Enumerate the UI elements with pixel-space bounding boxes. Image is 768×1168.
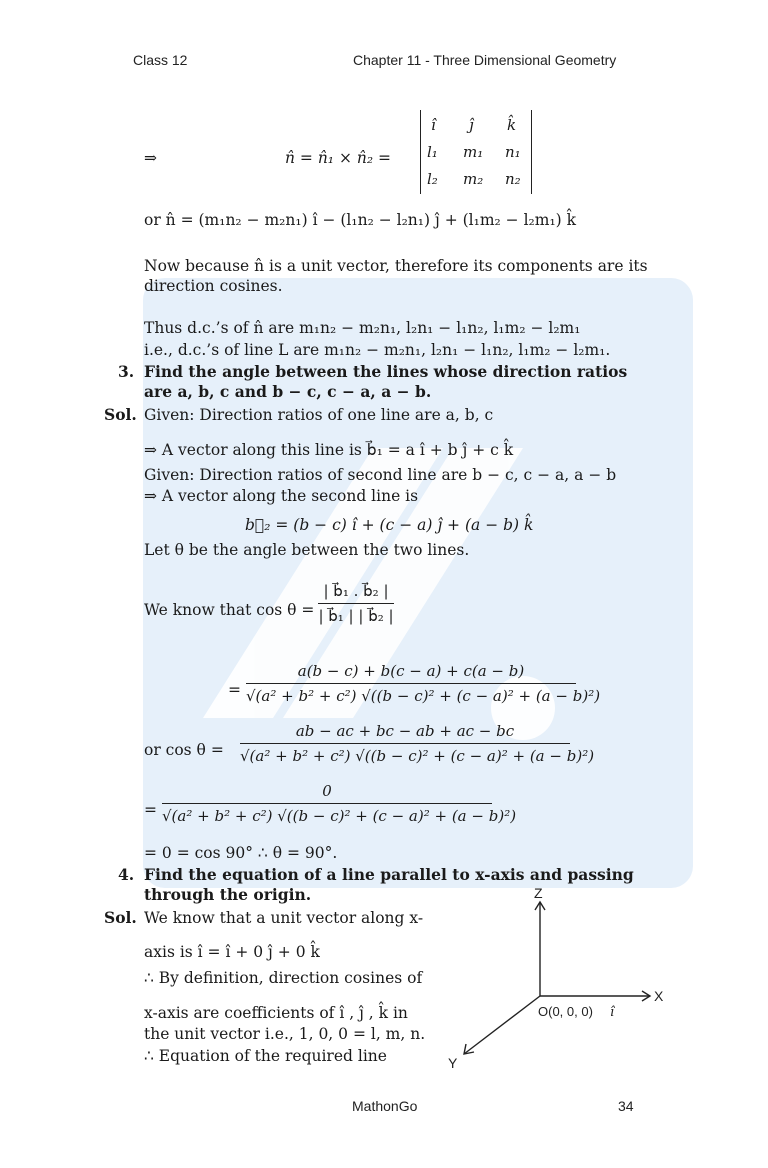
unit-vector-text-2: direction cosines. — [144, 277, 283, 295]
page-number: 34 — [618, 1098, 634, 1114]
cos-fraction — [318, 582, 394, 625]
sol2-line-3: ∴ By definition, direction cosines of — [144, 969, 423, 987]
equals-1: = — [228, 681, 241, 699]
i-hat-label: î — [610, 1005, 615, 1020]
det-r2c3: n₁ — [505, 143, 521, 161]
cos-numerator: | b⃗₁ . b⃗₂ | — [323, 582, 389, 600]
x-label: X — [654, 988, 664, 1004]
fraction-3 — [162, 782, 517, 825]
origin-label: O(0, 0, 0) — [538, 1004, 593, 1019]
det-r1c1: î — [431, 116, 436, 134]
sol2-line-2: axis is î = î + 0 ĵ + 0 k̂ — [144, 943, 320, 961]
given-2: Given: Direction ratios of second line are b − c, c − a, a − b — [144, 466, 617, 484]
y-axis — [464, 996, 540, 1054]
fraction-1-denominator: √(a² + b² + c²) √((b − c)² + (c − a)² + (a − b)²) — [246, 687, 601, 705]
det-r3c3: n₂ — [505, 170, 521, 188]
header-class: Class 12 — [133, 52, 188, 68]
unit-vector-text-1: Now because n̂ is a unit vector, therefore its components are its — [144, 257, 648, 275]
q4-text-2: through the origin. — [144, 885, 312, 904]
header-chapter: Chapter 11 - Three Dimensional Geometry — [353, 52, 617, 68]
q3-text-2: are a, b, c and b − c, c − a, a − b. — [144, 382, 432, 401]
direction-cosines-l: i.e., d.c.’s of line L are m₁n₂ − m₂n₁, l₂n₁ − l₁n₂, l₁m₂ − l₂m₁. — [144, 341, 611, 359]
z-label: Z — [534, 885, 543, 901]
equals-2: = — [144, 801, 157, 819]
det-r1c2: ĵ — [469, 116, 474, 134]
given-1: Given: Direction ratios of one line are a, b, c — [144, 406, 494, 424]
fraction-2 — [240, 722, 595, 765]
let-theta: Let θ be the angle between the two lines. — [144, 541, 470, 559]
footer-brand: MathonGo — [352, 1098, 418, 1114]
or-cos-theta: or cos θ = — [144, 741, 224, 759]
fraction-2-denominator: √(a² + b² + c²) √((b − c)² + (c − a)² + (a − b)²) — [240, 747, 595, 765]
sol2-line-5: the unit vector i.e., 1, 0, 0 = l, m, n. — [144, 1025, 426, 1043]
axes-figure — [440, 882, 680, 1072]
det-r2c1: l₁ — [427, 143, 438, 161]
n-definition: n̂ = n̂₁ × n̂₂ = — [285, 149, 391, 167]
n-expansion: or n̂ = (m₁n₂ − m₂n₁) î − (l₁n₂ − l₂n₁) ĵ + (l₁m₂ − l₂m₁) k̂ — [144, 211, 577, 229]
det-r2c2: m₁ — [463, 143, 484, 161]
q3-text-1: Find the angle between the lines whose direction ratios — [144, 362, 628, 381]
determinant — [420, 110, 532, 194]
sol-label: Sol. — [104, 405, 137, 424]
fraction-3-numerator: 0 — [322, 782, 332, 800]
q4-text-1: Find the equation of a line parallel to x-axis and passing — [144, 865, 634, 884]
vector-second-text: ⇒ A vector along the second line is — [144, 487, 419, 505]
sol2-line-4: x-axis are coefficients of î , ĵ , k̂ in — [144, 1004, 408, 1022]
fraction-2-numerator: ab − ac + bc − ab + ac − bc — [295, 722, 515, 740]
fraction-3-denominator: √(a² + b² + c²) √((b − c)² + (c − a)² + (a − b)²) — [162, 807, 517, 825]
sol2-line-6: ∴ Equation of the required line — [144, 1047, 387, 1065]
det-r1c3: k̂ — [507, 116, 517, 134]
cos-denominator: | b⃗₁ | | b⃗₂ | — [318, 607, 394, 625]
vector-b2: b⃗₂ = (b − c) î + (c − a) ĵ + (a − b) k̂ — [245, 516, 534, 534]
q3-number: 3. — [118, 362, 135, 381]
direction-cosines-n: Thus d.c.’s of n̂ are m₁n₂ − m₂n₁, l₂n₁ − l₁n₂, l₁m₂ − l₂m₁ — [144, 319, 581, 337]
fraction-1-numerator: a(b − c) + b(c − a) + c(a − b) — [297, 662, 525, 680]
implies-arrow: ⇒ — [144, 149, 157, 167]
q4-number: 4. — [118, 865, 135, 884]
result-theta: = 0 = cos 90° ∴ θ = 90°. — [144, 844, 338, 862]
fraction-1 — [246, 662, 601, 705]
we-know-cos: We know that cos θ = — [144, 601, 315, 619]
y-label: Y — [448, 1055, 458, 1071]
sol2-label: Sol. — [104, 908, 137, 927]
det-r3c1: l₂ — [427, 170, 438, 188]
det-r3c2: m₂ — [463, 170, 484, 188]
sol2-line-1: We know that a unit vector along x- — [144, 909, 424, 927]
vector-b1: ⇒ A vector along this line is b⃗₁ = a î + b ĵ + c k̂ — [144, 441, 514, 459]
